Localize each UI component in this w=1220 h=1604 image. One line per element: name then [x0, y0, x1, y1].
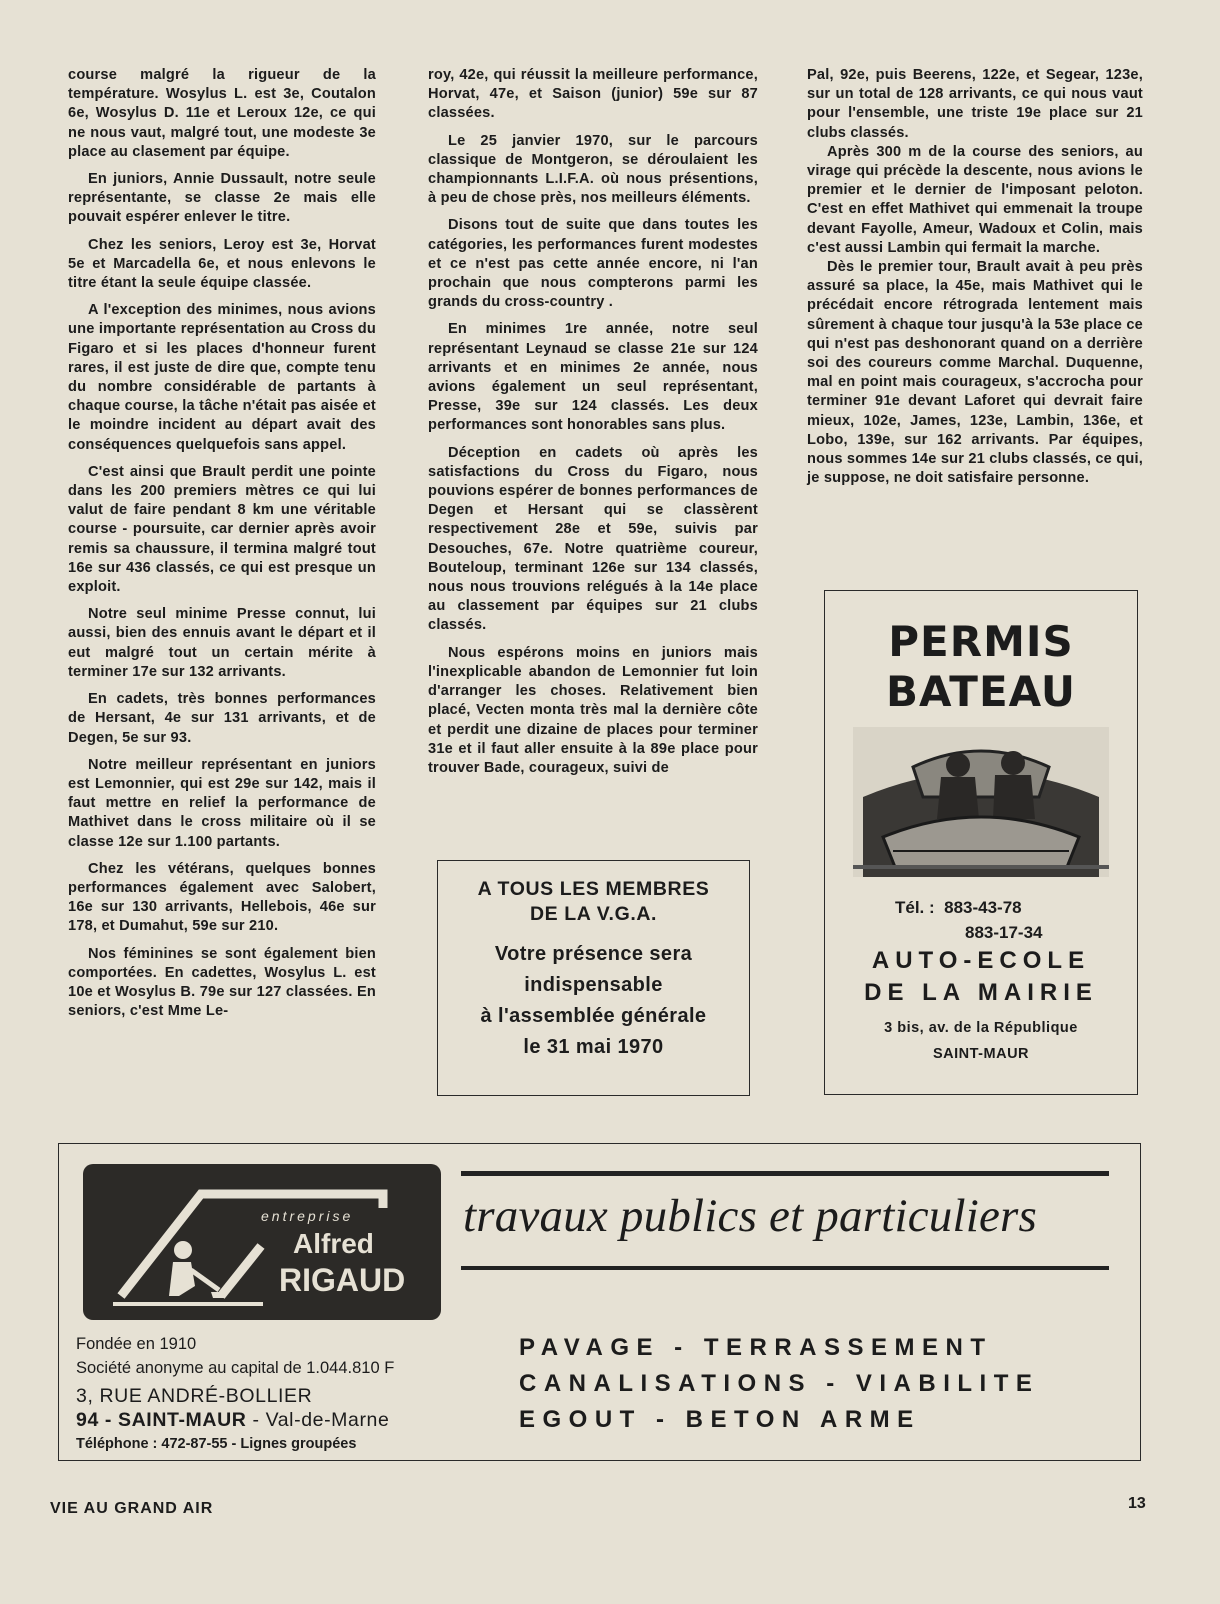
tel-number: 883-43-78	[944, 898, 1022, 917]
paragraph: A l'exception des minimes, nous avions une importante représentation au Cross du Figaro et si les places d'honneur furent rares, il est juste de dire que, compte tenu du nombre considérable de partants à chaque course, la tâche n'était pas aisée et le moindre incident au départ avait des conséquences quelquefois sans appel.	[68, 302, 376, 453]
company-details	[76, 1332, 394, 1456]
service-line: CANALISATIONS - VIABILITE	[519, 1370, 1040, 1397]
school-city: SAINT-MAUR	[932, 1046, 1030, 1062]
paragraph: Le 25 janvier 1970, sur le parcours classique de Montgeron, se déroulaient les championnants L.I.F.A. où nous présentions, à peu de chose près, nos meilleurs éléments.	[428, 132, 758, 207]
paragraph: Chez les vétérans, quelques bonnes performances également avec Salobert, 16e sur 130 arrivants, Hellebois, 46e sur 178, et Dumahut, 59e sur 210.	[68, 860, 376, 935]
slogan: travaux publics et particuliers	[463, 1190, 1038, 1242]
logo-entreprise-text: entreprise	[261, 1208, 354, 1224]
paragraph: Déception en cadets où après les satisfactions du Cross du Figaro, nous pouvions espérer de bonnes performances de Degen et Hersant qui se classèrent respectivement 28e et 59e, suivis par Desouches, 67e. Notre quatrième coureur, Bouteloup, terminant 126e sur 134 classés, nous nous trouvions relégués à la 14e place au classement par équipes sur 21 clubs classés.	[428, 444, 758, 634]
slogan-rule-top	[461, 1171, 1109, 1176]
article-column-3	[807, 66, 1143, 488]
school-name-line2: DE LA MAIRIE	[864, 979, 1098, 1006]
page-number: 13	[1128, 1495, 1146, 1512]
paragraph: Disons tout de suite que dans toutes les catégories, les performances furent modestes et ce n'est pas cette année encore, ni l'an prochain que nous compterons parmi les grands du cross-country .	[428, 217, 758, 311]
paragraph: Chez les seniors, Leroy est 3e, Horvat 5e et Marcadella 6e, et nous enlevons le titre étant la seule équipe classée.	[68, 236, 376, 292]
school-name-line1: AUTO-ECOLE	[871, 947, 1091, 974]
street-line: 3, RUE ANDRÉ-BOLLIER	[76, 1385, 313, 1407]
slogan-rule-bottom	[461, 1266, 1109, 1270]
notice-body	[438, 939, 749, 1063]
rigaud-ad	[58, 1143, 1141, 1461]
paragraph: Notre seul minime Presse connut, lui aussi, bien des ennuis avant le départ et il eut malgré tout un certain mérite à terminer 17e sur 132 arrivants.	[68, 606, 376, 680]
paragraph: Nous espérons moins en juniors mais l'inexplicable abandon de Lemonnier fut loin d'arranger les choses. Relativement bien placé, Vecten monta très mal la dernière côte et perdit une dizaine de places pour terminer 31e et il faut aller ensuite à la 89e place pour trouver Bade, courageux, suivi de	[428, 644, 758, 776]
services-list	[519, 1330, 1039, 1438]
city-bold: 94 - SAINT-MAUR	[76, 1409, 247, 1431]
paragraph: Notre meilleur représentant en juniors est Lemonnier, qui est 29e sur 142, mais il faut mettre en relief la performance de Mathivet dans le cross militaire où il se classe 12e sur 1.100 partants.	[68, 756, 376, 850]
paragraph: En cadets, très bonnes performances de Hersant, 4e sur 131 arrivants, et de Degen, 5e sur 93.	[68, 691, 376, 746]
paragraph: Après 300 m de la course des seniors, au virage qui précède la descente, nous avions le premier et le dernier de l'imposant peloton. C'est en effet Mathivet qui emmenait la troupe devant Fayolle, Ameur, Wadoux et Colin, mais c'est aussi Lambin qui fermait la marche.	[807, 143, 1143, 256]
capital-line: Société anonyme au capital de 1.044.810 F	[76, 1359, 395, 1377]
school-address: 3 bis, av. de la République	[884, 1020, 1078, 1036]
ad-phone-2: 883-17-34	[965, 923, 1043, 942]
ad-title	[825, 617, 1137, 717]
ad-title-line1: PERMIS	[888, 617, 1074, 666]
publication-name: VIE AU GRAND AIR	[50, 1500, 214, 1517]
city-line	[76, 1408, 394, 1432]
founded-line: Fondée en 1910	[76, 1335, 197, 1353]
notice-heading-line2: DE LA V.G.A.	[529, 903, 658, 925]
paragraph: En juniors, Annie Dussault, notre seule représentante, se classe 2e mais elle pouvait espérer enlever le titre.	[68, 171, 376, 226]
assembly-notice-box	[437, 860, 750, 1096]
service-line: EGOUT - BETON ARME	[519, 1406, 921, 1433]
paragraph: C'est ainsi que Brault perdit une pointe dans les 200 premiers mètres ce qui lui valut de faire pendant 8 km une véritable course - poursuite, car dernier après avoir remis sa chaussure, il termina malgré tout 16e sur 436 classés, ce qui est presque un exploit.	[68, 463, 376, 596]
city-rest: - Val-de-Marne	[246, 1409, 390, 1431]
paragraph: roy, 42e, qui réussit la meilleure performance, Horvat, 47e, et Saison (junior) 59e sur 87 classées.	[428, 67, 758, 122]
paragraph: En minimes 1re année, notre seul représentant Leynaud se classe 21e sur 124 arrivants et en minimes 2e année, nous avions également un seul représentant, Presse, 39e sur 124 classés. Les deux performances sont honorables sans plus.	[428, 321, 758, 434]
notice-body-line: Votre présence sera	[494, 943, 693, 965]
logo-name-last: RIGAUD	[279, 1262, 406, 1298]
logo-name-first: Alfred	[293, 1228, 374, 1259]
paragraph: Dès le premier tour, Brault avait à peu près assuré sa place, la 45e, mais Mathivet qui le précédait encore rétrograda lentement mais sûrement à chaque tour jusqu'à la 53e place ce qui n'est pas deshonorant quand on a derrière soi des coureurs comme Marchal. Duquenne, mal en point mais courageux, s'accrocha pour terminer 91e devant Laforet qui devrait faire mieux, 102e, James, 123e, Lambin, 136e, et Lobo, 139e, sur 162 arrivants. Par équipes, nous sommes 14e sur 21 clubs classés, ce qui, je suppose, ne doit satisfaire personne.	[807, 259, 1143, 487]
notice-body-line: indispensable	[524, 974, 663, 996]
notice-body-line: à l'assemblée générale	[480, 1005, 707, 1027]
tel-label: Tél. :	[895, 898, 935, 917]
paragraph: Pal, 92e, puis Beerens, 122e, et Segear, 123e, sur un total de 128 arrivants, ce qui nous vaut pour l'ensemble, une triste 19e place sur 21 clubs classés.	[807, 67, 1143, 141]
service-line: PAVAGE - TERRASSEMENT	[519, 1334, 993, 1361]
phone-line: Téléphone : 472-87-55 - Lignes groupées	[76, 1436, 357, 1452]
motorboat-illustration	[853, 727, 1109, 877]
paragraph: Nos féminines se sont également bien comportées. En cadettes, Wosylus L. est 10e et Wosylus B. 79e sur 127 classées. En seniors, c'est Mme Le-	[68, 945, 376, 1020]
article-column-1	[68, 66, 376, 1029]
article-column-2	[428, 66, 758, 786]
ad-title-line2: BATEAU	[886, 667, 1076, 716]
permis-bateau-ad	[824, 590, 1138, 1095]
paragraph: course malgré la rigueur de la température. Wosylus L. est 3e, Coutalon 6e, Wosylus D. 11e et Leroux 12e, ce qui ne nous vaut, malgré tout, une modeste 3e place au clasement par équipe.	[68, 67, 376, 160]
rigaud-logo	[83, 1164, 441, 1320]
notice-heading-line1: A TOUS LES MEMBRES	[477, 878, 710, 900]
notice-body-line: le 31 mai 1970	[523, 1036, 664, 1058]
ad-phone-1	[895, 895, 1137, 920]
